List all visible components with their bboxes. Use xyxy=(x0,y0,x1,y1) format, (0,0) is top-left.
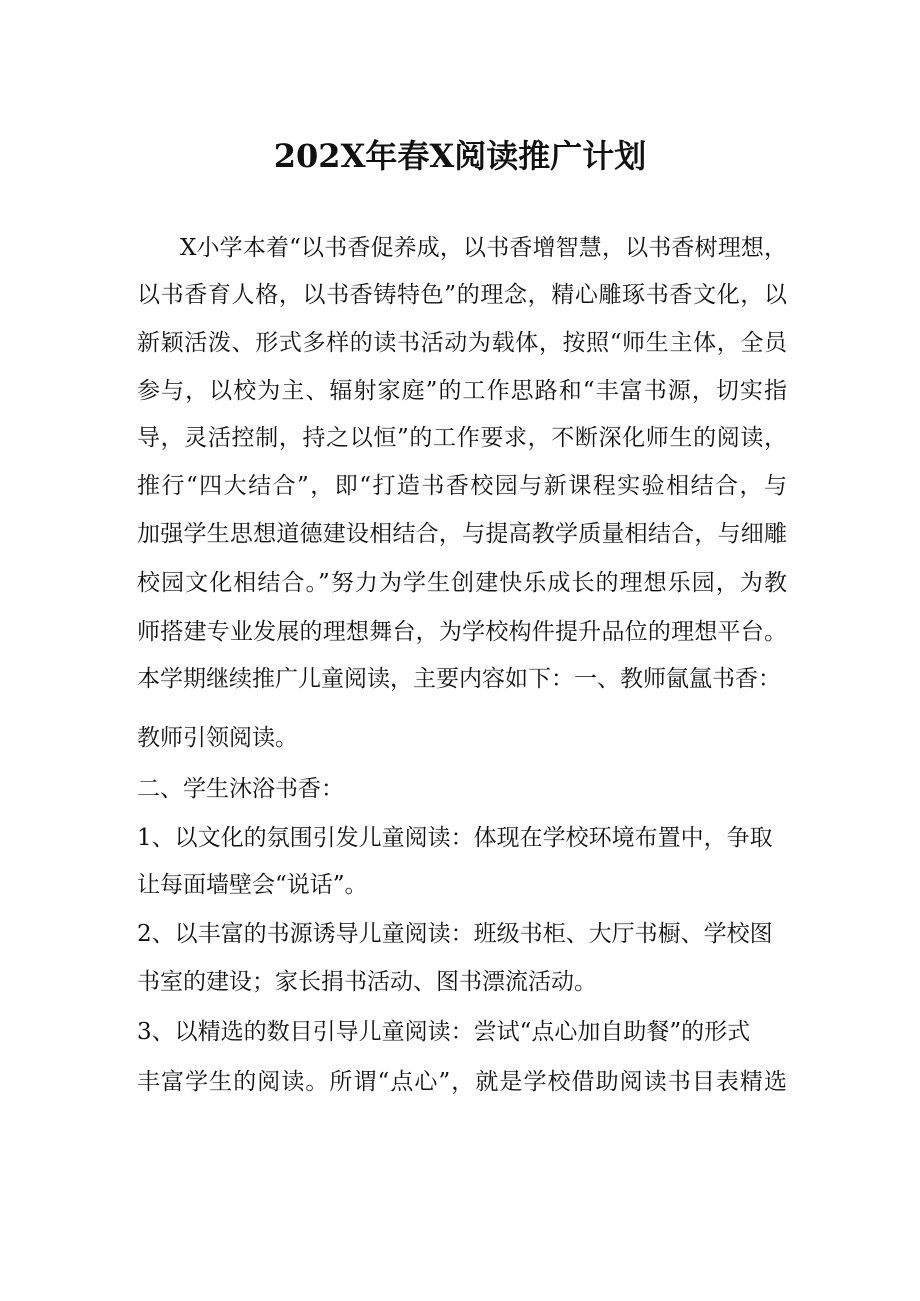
body-line: 加强学生思想道德建设相结合，与提高教学质量相结合，与细雕 xyxy=(137,521,787,547)
body-line: 推行“四大结合”，即“打造书香校园与新课程实验相结合，与 xyxy=(137,473,787,499)
list-item: 2、以丰富的书源诱导儿童阅读：班级书柜、大厅书橱、学校图 xyxy=(137,921,773,947)
list-item-continuation: 让每面墙壁会“说话”。 xyxy=(137,872,368,898)
list-item-continuation: 丰富学生的阅读。所谓“点心”，就是学校借助阅读书目表精选 xyxy=(137,1069,787,1095)
section-heading: 二、学生沐浴书香： xyxy=(137,776,344,802)
body-line: 师搭建专业发展的理想舞台，为学校构件提升品位的理想平台。 xyxy=(137,619,787,645)
list-item: 1、以文化的氛围引发儿童阅读：体现在学校环境布置中，争取 xyxy=(137,825,773,851)
body-line: 校园文化相结合。”努力为学生创建快乐成长的理想乐园，为教 xyxy=(137,570,787,596)
body-line: 以书香育人格，以书香铸特色”的理念，精心雕琢书香文化，以 xyxy=(137,282,787,308)
document-title: 202X年春X阅读推广计划 xyxy=(273,137,647,175)
body-line: 导，灵活控制，持之以恒”的工作要求，不断深化师生的阅读， xyxy=(137,425,787,451)
list-item-continuation: 书室的建设；家长捐书活动、图书漂流活动。 xyxy=(137,969,597,995)
body-line: 新颖活泼、形式多样的读书活动为载体，按照“师生主体，全员 xyxy=(137,330,787,356)
body-line: 本学期继续推广儿童阅读，主要内容如下：一、教师氤氲书香： xyxy=(137,666,781,692)
body-line: 参与，以校为主、辐射家庭”的工作思路和“丰富书源，切实指 xyxy=(137,378,787,404)
body-line: 教师引领阅读。 xyxy=(137,725,298,751)
body-line: X小学本着“以书香促养成，以书香增智慧，以书香树理想， xyxy=(180,235,787,261)
list-item: 3、以精选的数目引导儿童阅读：尝试“点心加自助餐”的形式 xyxy=(137,1019,751,1045)
